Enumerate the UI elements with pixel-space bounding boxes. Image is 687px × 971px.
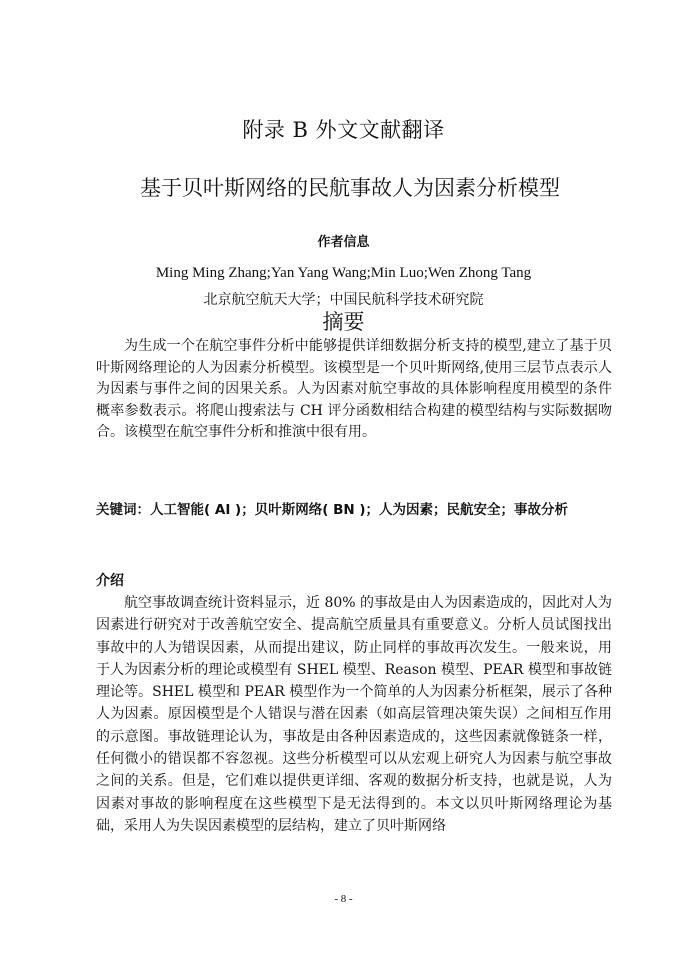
paper-title: 基于贝叶斯网络的民航事故人为因素分析模型: [140, 176, 560, 200]
author-list: Ming Ming Zhang;Yan Yang Wang;Min Luo;Wen Zhong Tang: [155, 265, 532, 281]
affiliation: 北京航空航天大学；中国民航科学技术研究院: [203, 292, 484, 308]
introduction-body: 航空事故调查统计资料显示，近 80% 的事故是由人为因素造成的，因此对人为因素进行研究对于改善航空安全、提高航空质量具有重要意义。分析人员试图找出事故中的人为错误因素，从而提出建议，防止同样的事故再次发生。一般来说，用于人为因素分析的理论或模型有 SHEL 模型、Reason 模型、PEAR 模型和事故链理论等。SHEL 模型和 PEAR 模型作为一个简单的人为因素分析框架，展示了各种人为因素。原因模型是个人错误与潜在因素（如高层管理决策失误）之间相互作用的示意图。事故链理论认为，事故是由各种因素造成的，这些因素就像链条一样，任何微小的错误都不容忽视。这些分析模型可以从宏观上研究人为因素与航空事故之间的关系。但是，它们难以提供更详细、客观的数据分析支持，也就是说，人为因素对事故的影响程度在这些模型下是无法得到的。本文以贝叶斯网络理论为基础，采用人为失误因素模型的层结构，建立了贝叶斯网络: [96, 595, 613, 834]
introduction-heading: 介绍: [96, 573, 124, 589]
author-info-label: 作者信息: [317, 235, 370, 250]
page-number: - 8 -: [334, 893, 353, 905]
abstract-body: 为生成一个在航空事件分析中能够提供详细数据分析支持的模型,建立了基于贝叶斯网络理论的人为因素分析模型。该模型是一个贝叶斯网络,使用三层节点表示人为因素与事件之间的因果关系。人为因素对航空事故的具体影响程度用模型的条件概率参数表示。将爬山搜索法与 CH 评分函数相结合构建的模型结构与实际数据吻合。该模型在航空事件分析和推演中很有用。: [96, 338, 612, 440]
keywords: 关键词：人工智能( AI )；贝叶斯网络( BN )；人为因素；民航安全；事故分析: [96, 502, 569, 518]
appendix-title: 附录 B 外文文献翻译: [242, 118, 445, 142]
abstract-heading: 摘要: [322, 310, 365, 334]
